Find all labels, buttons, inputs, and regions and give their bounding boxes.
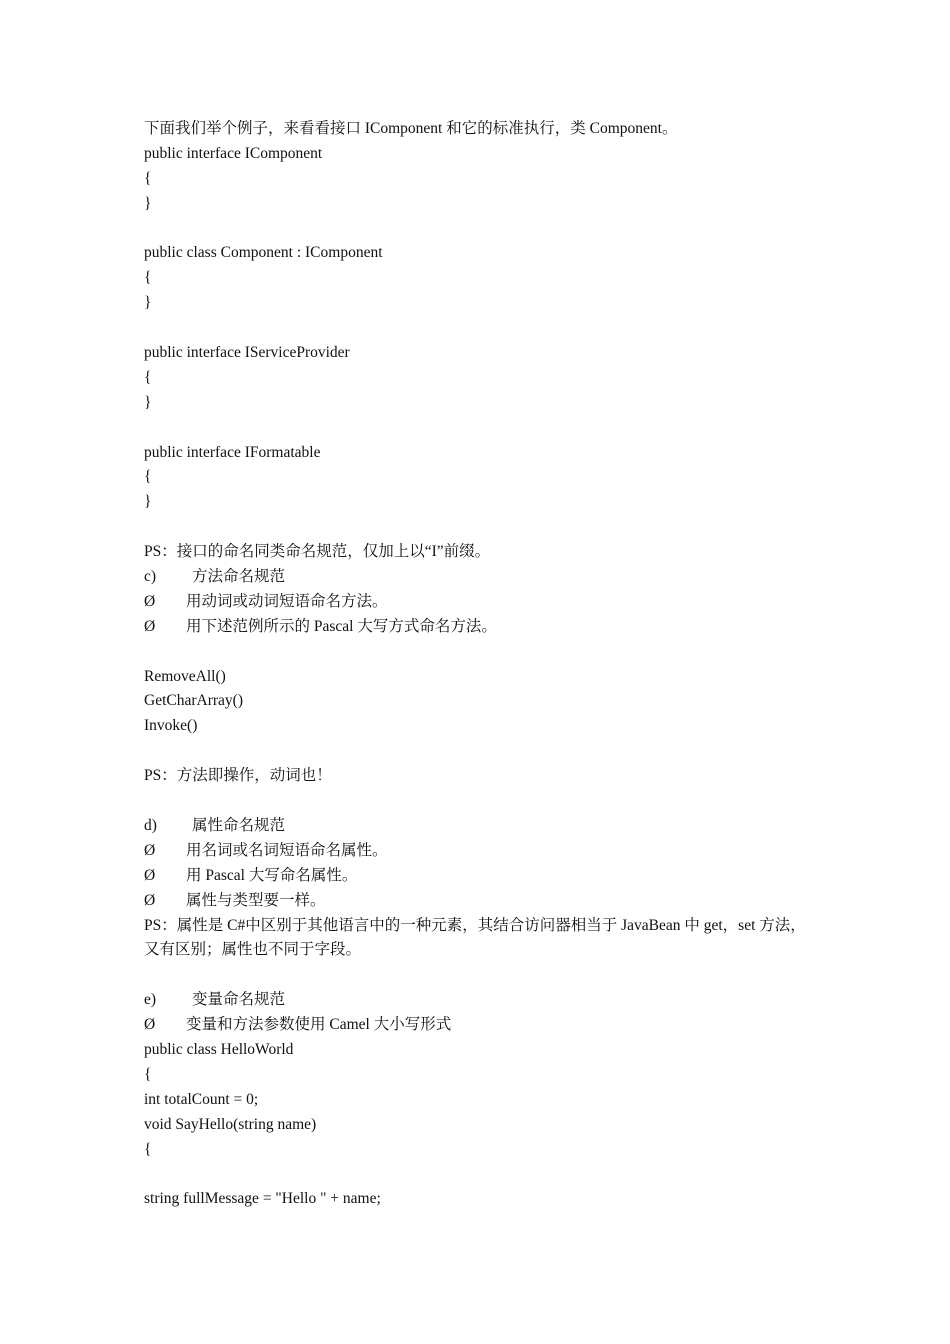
bullet-text: 用 Pascal 大写命名属性。 xyxy=(186,866,358,884)
text-line: { xyxy=(144,468,152,486)
bullet-text: 变量和方法参数使用 Camel 大小写形式 xyxy=(186,1016,452,1034)
text-line: { xyxy=(144,368,152,386)
text-line: public class HelloWorld xyxy=(144,1040,294,1058)
section-heading xyxy=(144,814,824,839)
text-line: { xyxy=(144,169,152,187)
bullet-marker: Ø xyxy=(144,866,156,884)
bullet-text: 用动词或动词短语命名方法。 xyxy=(186,592,388,610)
bullet-item xyxy=(144,1013,824,1038)
text-line: public class Component : IComponent xyxy=(144,244,383,262)
blank-line xyxy=(144,316,824,341)
blank-line xyxy=(144,217,824,242)
section-marker: e) xyxy=(144,991,157,1009)
blank-line xyxy=(144,789,824,814)
text-line: PS：接口的命名同类命名规范，仅加上以“I”前缀。 xyxy=(144,543,491,561)
text-line: { xyxy=(144,269,152,287)
section-title: 方法命名规范 xyxy=(192,568,286,586)
bullet-item xyxy=(144,889,824,914)
bullet-marker: Ø xyxy=(144,617,156,635)
text-line: } xyxy=(144,294,152,312)
text-line: { xyxy=(144,1140,152,1158)
blank-line xyxy=(144,515,824,540)
document-body xyxy=(144,117,824,1212)
text-line: { xyxy=(144,1065,152,1083)
bullet-text: 属性与类型要一样。 xyxy=(186,891,326,909)
blank-line xyxy=(144,416,824,441)
section-title: 属性命名规范 xyxy=(192,816,286,834)
section-heading xyxy=(144,565,824,590)
text-line: string fullMessage = "Hello " + name; xyxy=(144,1190,381,1208)
text-line: PS：方法即操作，动词也！ xyxy=(144,767,332,785)
blank-line xyxy=(144,1162,824,1187)
text-line: public interface IServiceProvider xyxy=(144,344,350,362)
blank-line xyxy=(144,963,824,988)
blank-line xyxy=(144,640,824,665)
bullet-marker: Ø xyxy=(144,1016,156,1034)
text-line: public interface IFormatable xyxy=(144,443,321,461)
text-line: public interface IComponent xyxy=(144,144,323,162)
paragraph: PS：属性是 C#中区别于其他语言中的一种元素，其结合访问器相当于 JavaBean 中 get，set 方法，又有区别；属性也不同于字段。 xyxy=(144,916,806,959)
text-line: } xyxy=(144,393,152,411)
text-line: } xyxy=(144,493,152,511)
bullet-item xyxy=(144,864,824,889)
bullet-item xyxy=(144,839,824,864)
section-marker: c) xyxy=(144,568,157,586)
section-heading xyxy=(144,988,824,1013)
bullet-item xyxy=(144,590,824,615)
section-marker: d) xyxy=(144,816,157,834)
blank-line xyxy=(144,739,824,764)
text-line: GetCharArray() xyxy=(144,692,243,710)
bullet-marker: Ø xyxy=(144,891,156,909)
section-title: 变量命名规范 xyxy=(192,991,286,1009)
bullet-item xyxy=(144,615,824,640)
text-line: 下面我们举个例子，来看看接口 IComponent 和它的标准执行，类 Component。 xyxy=(144,120,678,137)
text-line: void SayHello(string name) xyxy=(144,1115,317,1133)
text-line: RemoveAll() xyxy=(144,667,226,685)
bullet-text: 用下述范例所示的 Pascal 大写方式命名方法。 xyxy=(186,617,497,635)
bullet-marker: Ø xyxy=(144,592,156,610)
text-line: Invoke() xyxy=(144,717,198,735)
text-line: } xyxy=(144,194,152,212)
bullet-marker: Ø xyxy=(144,841,156,859)
text-line: int totalCount = 0; xyxy=(144,1090,259,1108)
bullet-text: 用名词或名词短语命名属性。 xyxy=(186,841,388,859)
